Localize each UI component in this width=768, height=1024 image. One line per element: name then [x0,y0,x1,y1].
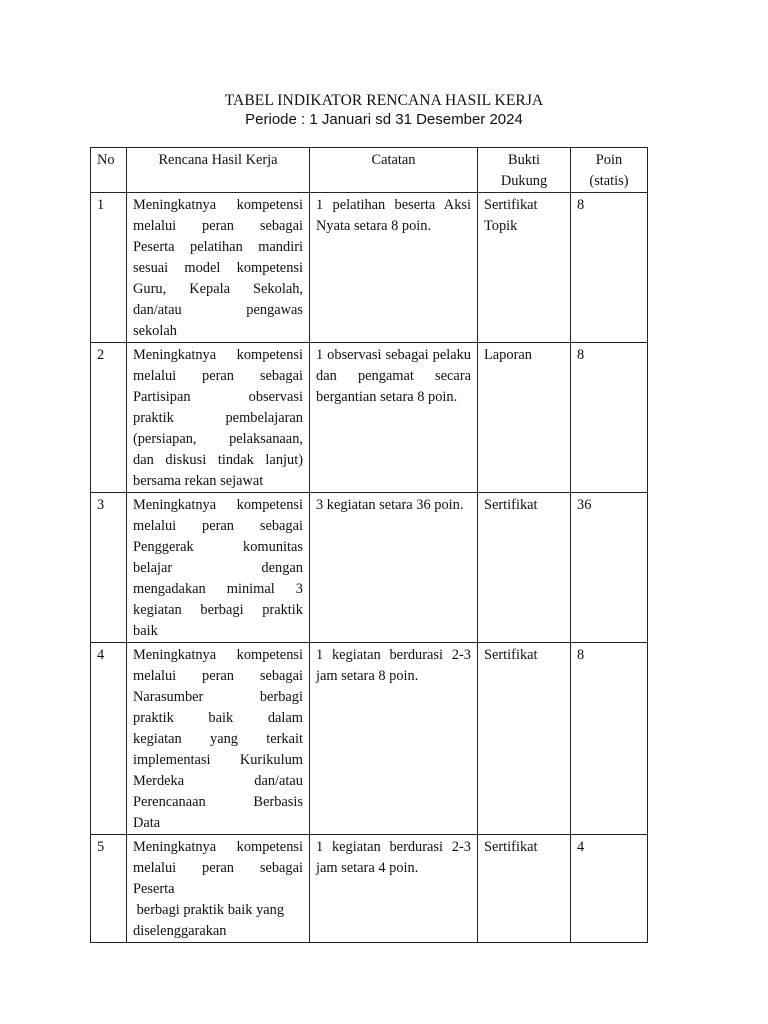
rhk-line: Data [133,815,161,831]
rhk-line: sekolah [133,323,177,339]
rhk-line: Guru, Kepala Sekolah, [133,281,303,297]
rhk-line: diselenggarakan [133,923,227,939]
header-bukti-line1: Bukti [508,152,540,168]
cell-rencana-hasil-kerja [127,343,310,493]
cell-poin: 8 [571,643,648,835]
header-bukti-dukung [478,148,571,193]
cell-rencana-hasil-kerja [127,493,310,643]
cell-no: 1 [91,193,127,343]
cell-bukti-dukung: Laporan [478,343,571,493]
cell-rencana-hasil-kerja [127,643,310,835]
cell-poin: 36 [571,493,648,643]
cell-no: 4 [91,643,127,835]
rhk-line: Meningkatnya kompetensi [133,347,303,363]
table-row [91,343,648,493]
cell-poin: 8 [571,193,648,343]
rhk-line: Meningkatnya kompetensi [133,497,303,513]
rhk-line: melalui peran sebagai [133,518,303,534]
cell-no: 5 [91,835,127,943]
rhk-line: Meningkatnya kompetensi [133,839,303,855]
rhk-line: kegiatan berbagi praktik [133,602,303,618]
rhk-line: kegiatan yang terkait [133,731,303,747]
rhk-line: Partisipan observasi [133,389,303,405]
rhk-line: melalui peran sebagai [133,860,303,876]
cell-rencana-hasil-kerja [127,193,310,343]
cell-catatan: 1 observasi sebagai pelaku dan pengamat secara bergantian setara 8 poin. [310,343,478,493]
table-row [91,835,648,943]
table-row [91,193,648,343]
cell-catatan: 1 pelatihan beserta Aksi Nyata setara 8 poin. [310,193,478,343]
header-no: No [91,148,127,193]
cell-catatan: 1 kegiatan berdurasi 2-3 jam setara 4 poin. [310,835,478,943]
rhk-line: implementasi Kurikulum [133,752,303,768]
rhk-line: Peserta pelatihan mandiri [133,239,303,255]
rhk-line: Merdeka dan/atau [133,773,303,789]
cell-bukti-dukung: Sertifikat Topik [478,193,571,343]
cell-bukti-dukung: Sertifikat [478,493,571,643]
rhk-line: baik [133,623,158,639]
rhk-line: sesuai model kompetensi [133,260,303,276]
rhk-line: Meningkatnya kompetensi [133,647,303,663]
rhk-line: melalui peran sebagai [133,368,303,384]
cell-no: 3 [91,493,127,643]
rhk-line: melalui peran sebagai [133,218,303,234]
cell-poin: 8 [571,343,648,493]
rhk-line: bersama rekan sejawat [133,473,264,489]
cell-poin: 4 [571,835,648,943]
rhk-line: Penggerak komunitas [133,539,303,555]
document-subtitle: Periode : 1 Januari sd 31 Desember 2024 [245,111,523,128]
rhk-line: praktik pembelajaran [133,410,303,426]
cell-bukti-dukung: Sertifikat [478,643,571,835]
table-header [91,148,648,193]
table-header-row [91,148,648,193]
header-rencana-hasil-kerja: Rencana Hasil Kerja [127,148,310,193]
cell-no: 2 [91,343,127,493]
rhk-line: Narasumber berbagi [133,689,303,705]
rhk-line: Meningkatnya kompetensi [133,197,303,213]
header-poin-line1: Poin [595,152,623,168]
header-bukti-line2: Dukung [500,173,548,189]
header-poin-line2: (statis) [589,173,629,189]
rhk-line: Peserta [133,881,175,897]
rhk-line: mengadakan minimal 3 [133,581,303,597]
rhk-line: dan diskusi tindak lanjut) [133,452,303,468]
cell-catatan: 3 kegiatan setara 36 poin. [310,493,478,643]
header-poin [571,148,648,193]
header-catatan: Catatan [310,148,478,193]
rhk-line: praktik baik dalam [133,710,303,726]
document-title: TABEL INDIKATOR RENCANA HASIL KERJA [224,92,544,109]
table-body [91,193,648,943]
rhk-line: berbagi praktik baik yang [133,902,285,918]
cell-bukti-dukung: Sertifikat [478,835,571,943]
rhk-line: (persiapan, pelaksanaan, [133,431,303,447]
rhk-table [90,147,648,943]
rhk-line: belajar dengan [133,560,303,576]
cell-rencana-hasil-kerja [127,835,310,943]
table-row [91,493,648,643]
rhk-line: dan/atau pengawas [133,302,303,318]
rhk-line: melalui peran sebagai [133,668,303,684]
cell-catatan: 1 kegiatan berdurasi 2-3 jam setara 8 poin. [310,643,478,835]
rhk-line: Perencanaan Berbasis [133,794,303,810]
table-row [91,643,648,835]
